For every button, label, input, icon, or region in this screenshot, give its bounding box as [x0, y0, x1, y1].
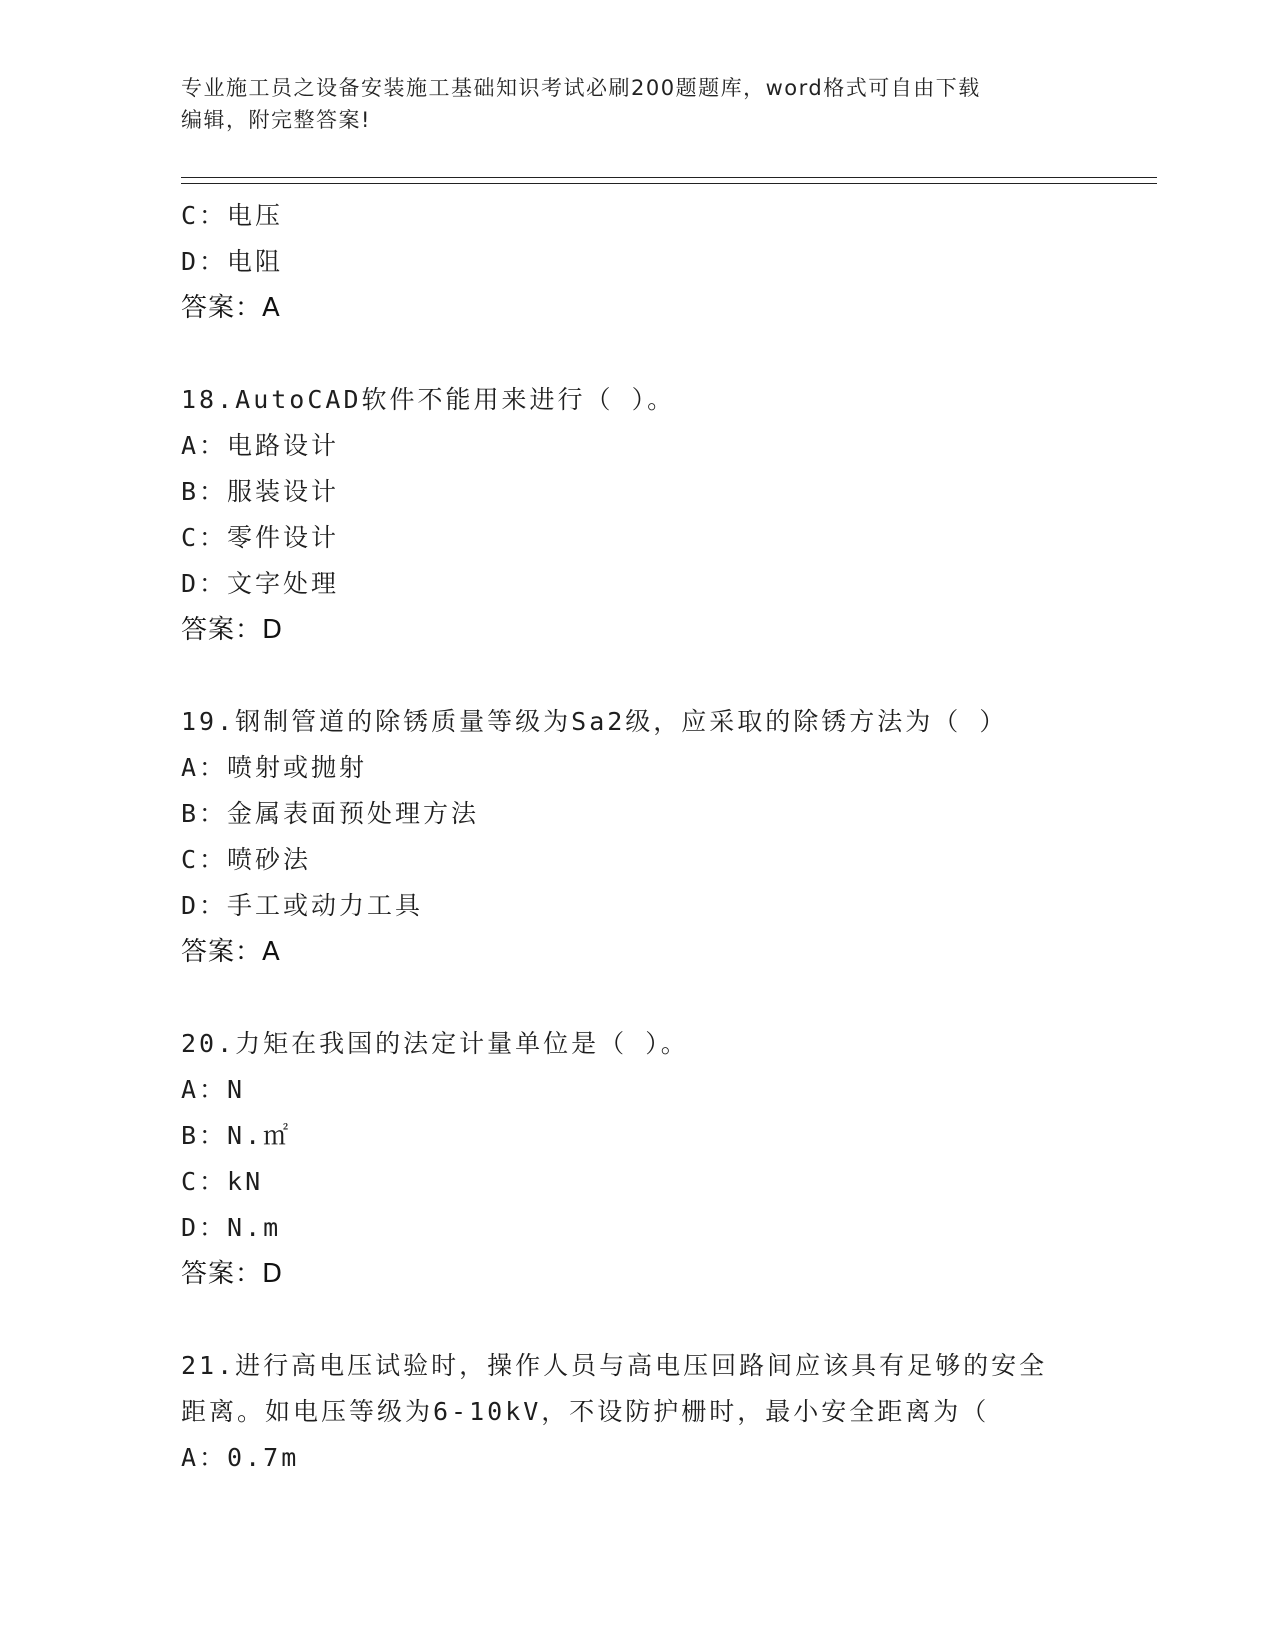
question-18 — [181, 377, 1081, 653]
question-stem-line-2: 距离。如电压等级为6-10kV，不设防护栅时，最小安全距离为（ — [181, 1397, 990, 1426]
option-c: C：零件设计 — [181, 523, 340, 552]
option-a: A：电路设计 — [181, 431, 340, 460]
question-stem-line-1: 21.进行高电压试验时，操作人员与高电压回路间应该具有足够的安全 — [181, 1351, 1048, 1380]
document-header — [181, 72, 1061, 136]
header-title-line-2: 编辑，附完整答案! — [181, 108, 371, 132]
option-b: B：N.㎡ — [181, 1121, 292, 1150]
question-stem: 19.钢制管道的除锈质量等级为Sa2级，应采取的除锈方法为（ ） — [181, 707, 1008, 736]
option-a: A：喷射或抛射 — [181, 753, 368, 782]
header-divider-bottom — [181, 183, 1157, 184]
answer-line: 答案：A — [181, 937, 281, 967]
question-21 — [181, 1343, 1081, 1481]
option-b: B：金属表面预处理方法 — [181, 799, 480, 828]
answer-line: 答案：D — [181, 615, 284, 645]
header-title-line-1: 专业施工员之设备安装施工基础知识考试必刷200题题库，word格式可自由下载 — [181, 76, 981, 100]
spacer — [181, 331, 1081, 377]
spacer — [181, 1297, 1081, 1343]
question-19 — [181, 699, 1081, 975]
spacer — [181, 653, 1081, 699]
header-divider-top — [181, 177, 1157, 178]
option-c: C：kN — [181, 1167, 264, 1196]
spacer — [181, 975, 1081, 1021]
option-c: C：电压 — [181, 201, 284, 230]
answer-line: 答案：A — [181, 293, 281, 323]
option-d: D：文字处理 — [181, 569, 340, 598]
option-b: B：服装设计 — [181, 477, 340, 506]
option-a: A：0.7m — [181, 1443, 300, 1472]
option-d: D：N.m — [181, 1213, 282, 1242]
question-stem: 20.力矩在我国的法定计量单位是（ ）。 — [181, 1029, 689, 1058]
option-d: D：电阻 — [181, 247, 284, 276]
question-20 — [181, 1021, 1081, 1297]
question-17-tail — [181, 193, 1081, 331]
question-stem: 18.AutoCAD软件不能用来进行（ ）。 — [181, 385, 676, 414]
option-c: C：喷砂法 — [181, 845, 312, 874]
question-list — [181, 193, 1081, 1481]
answer-line: 答案：D — [181, 1259, 284, 1289]
option-a: A：N — [181, 1075, 246, 1104]
option-d: D：手工或动力工具 — [181, 891, 424, 920]
